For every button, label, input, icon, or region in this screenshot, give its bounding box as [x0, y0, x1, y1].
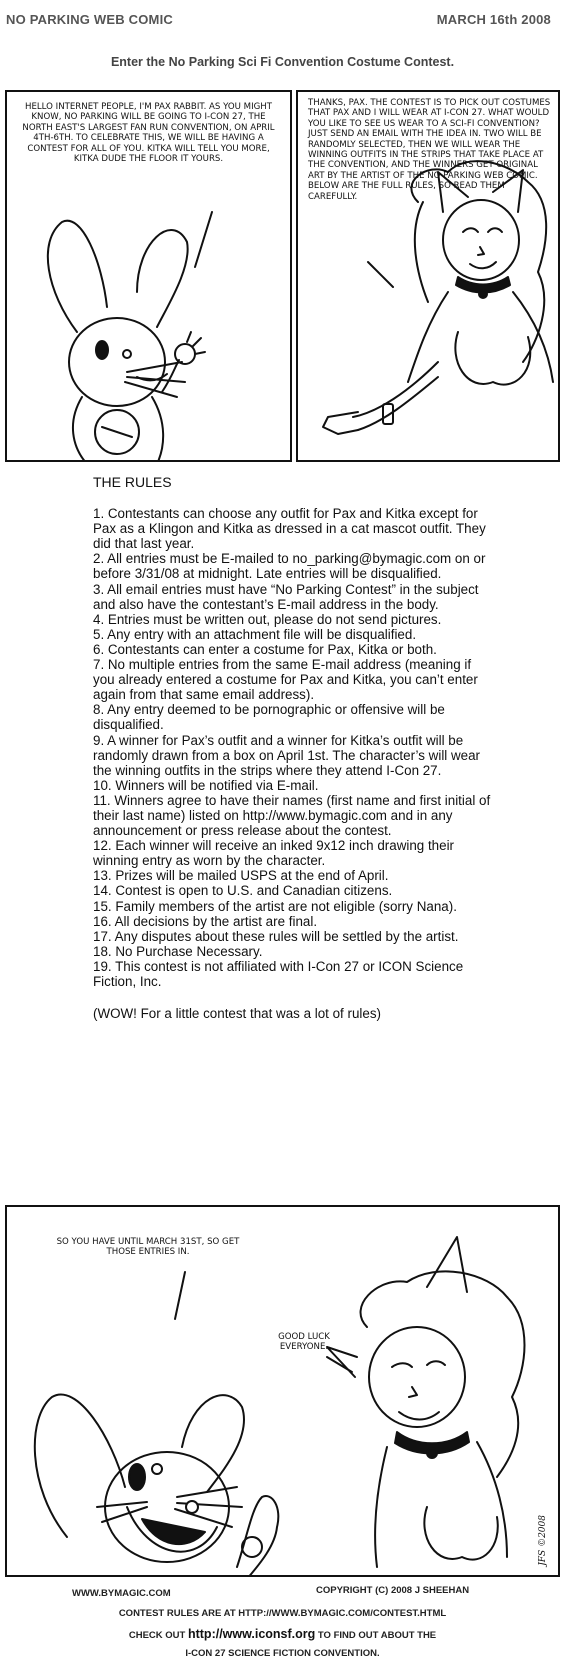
artist-signature: JFS ©2008 [538, 1515, 548, 1566]
iconsf-line [0, 1627, 565, 1641]
rule-item: 6. Contestants can enter a costume for Pax, Kitka or both. [93, 641, 437, 657]
kitka-cat-drawing [298, 92, 560, 462]
contest-rules [93, 475, 493, 1035]
rule-item: 3. All email entries must have “No Parking Contest” in the subject and also have the contestant’s E-mail address in the body. [93, 581, 479, 612]
iconsf-suffix: TO FIND OUT ABOUT THE [317, 1630, 437, 1641]
rule-item: 17. Any disputes about these rules will be settled by the artist. [93, 928, 459, 944]
iconsf-link[interactable]: http://www.iconsf.org [187, 1627, 316, 1641]
rule-item: 19. This contest is not affiliated with I-Con 27 or ICON Science Fiction, Inc. [93, 958, 464, 989]
pax-rabbit-drawing [7, 92, 292, 462]
rules-note: (WOW! For a little contest that was a lot of rules) [93, 1006, 381, 1022]
rule-item: 5. Any entry with an attachment file will be disqualified. [93, 626, 417, 642]
rule-item: 12. Each winner will receive an inked 9x12 inch drawing their winning entry as worn by the character. [93, 838, 454, 869]
rule-item: 2. All entries must be E-mailed to no_parking@bymagic.com on or before 3/31/08 at midnight. Late entries will be disqualified. [93, 551, 486, 582]
rule-item: 7. No multiple entries from the same E-mail address (meaning if you already entered a costume for Pax and Kitka, you can’t enter again from that same email address). [93, 657, 478, 703]
rule-item: 11. Winners agree to have their names (first name and first initial of their last name) listed on http://www.bymagic.com and in any announcement or press release about the contest. [93, 792, 491, 839]
comic-panel-1 [5, 90, 292, 462]
pax-speech-text: HELLO INTERNET PEOPLE, I'M PAX RABBIT. AS YOU MIGHT KNOW, NO PARKING WILL BE GOING TO I-CON 27, THE NORTH EAST'S LARGEST FAN RUN CONVENTION, ON APRIL 4TH-6TH. TO CELEBRATE THIS, WE WILL BE HAVING A CONTEST FOR ALL OF YOU. KITKA WILL TELL YOU MORE, KITKA DUDE THE FLOOR IT YOURS. [22, 102, 275, 165]
rule-item: 18. No Purchase Necessary. [93, 943, 263, 959]
rule-item: 13. Prizes will be mailed USPS at the end of April. [93, 868, 389, 884]
kitka-speech-text: THANKS, PAX. THE CONTEST IS TO PICK OUT COSTUMES THAT PAX AND I WILL WEAR AT I-CON 27. WHAT WOULD YOU LIKE TO SEE US WEAR TO A SCI-FI CONVENTION? JUST SEND AN EMAIL WITH THE IDEA IN. TWO WILL BE RANDOMLY SELECTED, THEN WE WILL WEAR THE WINNING OUTFITS IN THE STRIPS THAT TAKE PLACE AT THE CONVENTION, AND THE WINNERS GET ORIGINAL ART BY THE ARTIST OF THE NO PARKING WEB COMIC. BELOW ARE THE FULL RULES, SO READ THEM CAREFULLY. [308, 98, 551, 202]
iconsf-prefix: CHECK OUT [128, 1630, 186, 1641]
comic-date: MARCH 16th 2008 [436, 12, 551, 27]
comic-panel-2 [296, 90, 560, 462]
rule-item: 10. Winners will be notified via E-mail. [93, 777, 319, 793]
website-credit: WWW.BYMAGIC.COM [72, 1588, 171, 1599]
comic-panel-3 [5, 1205, 560, 1577]
rules-title: THE RULES [93, 474, 172, 490]
pax-speech-text-2: SO YOU HAVE UNTIL MARCH 31ST, SO GET THOSE ENTRIES IN. [56, 1237, 240, 1258]
rule-item: 1. Contestants can choose any outfit for Pax and Kitka except for Pax as a Klingon and Kitka as dressed in a cat mascot outfit. They did that last year. [93, 506, 486, 552]
rule-item: 4. Entries must be written out, please do not send pictures. [93, 611, 442, 627]
comic-subtitle: Enter the No Parking Sci Fi Convention Costume Contest. [110, 55, 455, 69]
copyright-credit: COPYRIGHT (C) 2008 J SHEEHAN [316, 1585, 470, 1596]
rule-item: 16. All decisions by the artist are final. [93, 913, 318, 929]
contest-url-line: CONTEST RULES ARE AT HTTP://WWW.BYMAGIC.COM/CONTEST.HTML [118, 1608, 447, 1619]
convention-line: I-CON 27 SCIENCE FICTION CONVENTION. [185, 1648, 380, 1659]
rule-item: 15. Family members of the artist are not eligible (sorry Nana). [93, 898, 457, 914]
kitka-speech-text-2: GOOD LUCK EVERYONE. [278, 1332, 330, 1353]
pax-and-kitka-drawing [7, 1207, 560, 1577]
comic-title: NO PARKING WEB COMIC [6, 12, 173, 27]
rule-item: 8. Any entry deemed to be pornographic or offensive will be disqualified. [93, 702, 445, 733]
rule-item: 14. Contest is open to U.S. and Canadian citizens. [93, 883, 393, 899]
rule-item: 9. A winner for Pax’s outfit and a winner for Kitka’s outfit will be randomly drawn from a box on April 1st. The character’s will wear the winning outfits in the strips where they attend I-Con 27. [93, 732, 481, 778]
